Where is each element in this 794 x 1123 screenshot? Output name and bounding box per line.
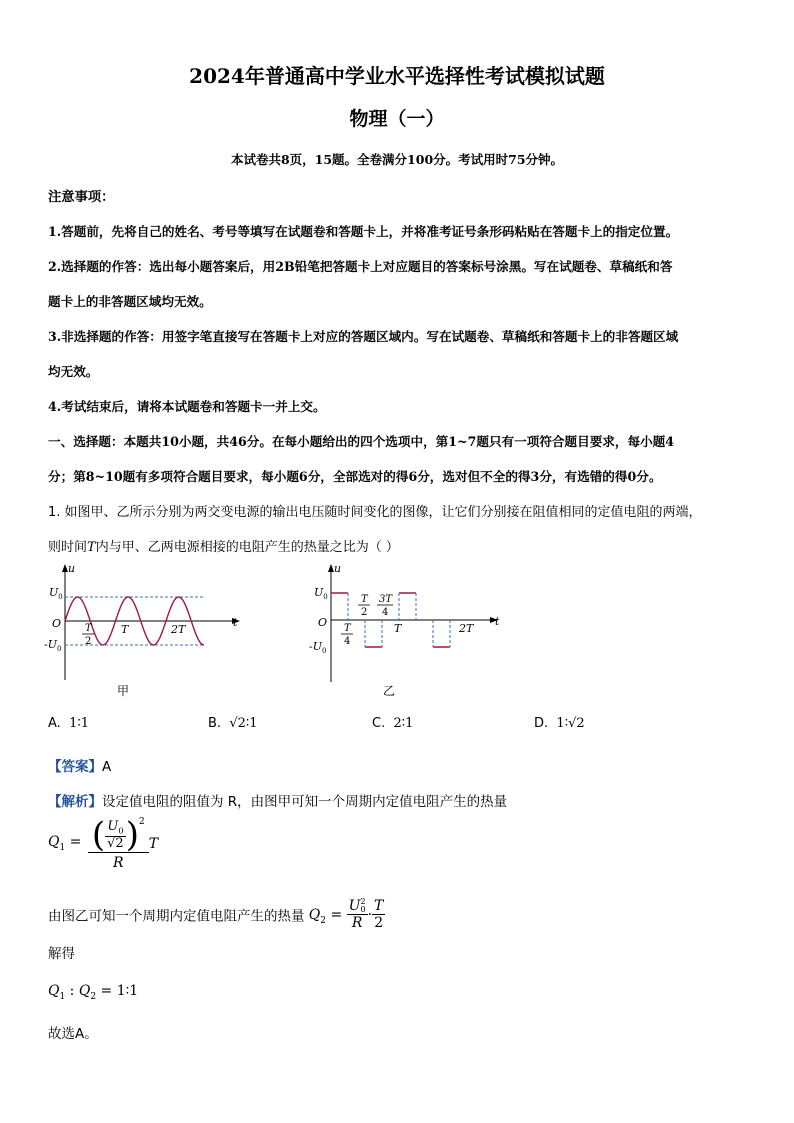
analysis-text-2: 由图乙可知一个周期内定值电阻产生的热量 — [48, 908, 305, 925]
yi-tick-three-quarter-num: 3T — [379, 594, 393, 605]
option-c[interactable]: C. 2∶1 — [372, 716, 414, 731]
result-formula: $Q_1$ : $Q_2$ = 1∶1 — [48, 983, 139, 1002]
jia-caption: 甲 — [117, 684, 130, 698]
answer-value: A — [102, 759, 112, 775]
jia-u-label: u — [68, 562, 76, 575]
notice-item-3-cont: 均无效。 — [48, 364, 99, 379]
analysis-line1 — [48, 790, 507, 810]
notice-heading: 注意事项： — [48, 190, 115, 205]
yi-tick-three-quarter-den: 4 — [382, 607, 389, 618]
yi-tick-half-num: T — [361, 594, 368, 605]
question1-var-T: T — [87, 540, 96, 555]
figure-yi — [306, 560, 516, 700]
jia-negu0-label: $-U_0$ — [44, 638, 62, 653]
jia-origin: O — [52, 617, 62, 630]
jia-tick-half-num: T — [85, 623, 92, 634]
question1-line1: 1. 如图甲、乙所示分别为两交变电源的输出电压随时间变化的图像，让它们分别接在阻值相同的定值电阻的两端， — [48, 505, 702, 520]
conclusion: 故选A。 — [48, 1026, 98, 1042]
figure-jia — [44, 560, 254, 700]
notice-item-2-cont: 题卡上的非答题区域均无效。 — [48, 294, 212, 309]
notice-item-3: 3.非选择题的作答：用签字笔直接写在答题卡上对应的答题区域内。写在试题卷、草稿纸和答题卡上的非答题区域 — [48, 329, 679, 344]
answer-line — [48, 755, 111, 775]
question1-line2-post: 内与甲、乙两电源相接的电阻产生的热量之比为（ ） — [95, 540, 399, 555]
question1-line2-pre: 则时间 — [48, 540, 88, 555]
q1-lhs: $Q_1$ = — [48, 834, 82, 853]
yi-origin: O — [318, 616, 328, 629]
q1-formula — [48, 815, 159, 871]
analysis-line2 — [48, 898, 385, 931]
q1-tail: T — [148, 836, 159, 852]
jia-tick-T: T — [121, 623, 129, 636]
yi-tick-quarter-num: T — [344, 623, 351, 634]
section1-line2: 分；第8~10题有多项符合题目要求，每小题6分，全部选对的得6分，选对但不全的得3分，有选错的得0分。 — [48, 469, 662, 484]
section1-line1: 一、选择题：本题共10小题，共46分。在每小题给出的四个选项中，第1~7题只有一项符合题目要求，每小题4 — [48, 434, 675, 449]
yi-caption: 乙 — [383, 684, 396, 698]
q2-frac1: U 2 0 R — [348, 897, 366, 931]
jia-t-label: t — [233, 616, 238, 629]
yi-tick-T: T — [394, 622, 402, 635]
q1-fraction — [88, 815, 149, 871]
q1-inner-frac: $\frac{U_0}{√2}$ — [107, 819, 124, 851]
q2-frac2: $\frac{T}{2}$ — [374, 898, 384, 931]
q2-formula: $Q_2$ = U 2 0 R · $\frac{T}{2}$ — [308, 897, 384, 931]
solve-label: 解得 — [48, 946, 75, 962]
notice-item-1: 1.答题前，先将自己的姓名、考号等填写在试题卷和答题卡上，并将准考证号条形码粘贴在答题卡上的指定位置。 — [48, 224, 679, 239]
exam-title: 2024年普通高中学业水平选择性考试模拟试题 — [189, 64, 605, 88]
analysis-text-1: 设定值电阻的阻值为 R，由图甲可知一个周期内定值电阻产生的热量 — [102, 794, 508, 810]
question1-line2 — [48, 536, 399, 555]
yi-tick-2T: 2T — [459, 622, 474, 635]
analysis-tag: 【解析】 — [48, 794, 102, 810]
jia-u0-label: $U_0$ — [49, 586, 63, 601]
yi-t-label: t — [495, 615, 500, 628]
notice-item-4: 4.考试结束后，请将本试题卷和答题卡一并上交。 — [48, 399, 326, 414]
yi-tick-half-den: 2 — [361, 607, 368, 618]
yi-negu0-label: $-U_0$ — [309, 640, 327, 655]
yi-tick-quarter-den: 4 — [344, 636, 351, 647]
exam-subtitle: 物理（一） — [349, 108, 445, 130]
exam-info: 本试卷共8页，15题。全卷满分100分。考试用时75分钟。 — [230, 152, 564, 167]
yi-u-label: u — [334, 562, 342, 575]
q1-denominator: R — [113, 855, 124, 871]
option-b[interactable]: B. √2∶1 — [208, 716, 258, 731]
jia-tick-2T: 2T — [171, 623, 186, 636]
option-a[interactable]: A. 1∶1 — [48, 716, 89, 731]
q1-numerator: ( $\frac{U_0}{√2}$ )$^2$ — [88, 818, 149, 853]
jia-tick-half-den: 2 — [85, 636, 92, 647]
notice-item-2: 2.选择题的作答：选出每小题答案后，用2B铅笔把答题卡上对应题目的答案标号涂黑。写在试题卷、草稿纸和答 — [48, 259, 673, 274]
answer-tag: 【答案】 — [48, 759, 102, 775]
option-d[interactable]: D. 1∶√2 — [534, 716, 585, 731]
yi-u0-label: $U_0$ — [314, 586, 328, 601]
